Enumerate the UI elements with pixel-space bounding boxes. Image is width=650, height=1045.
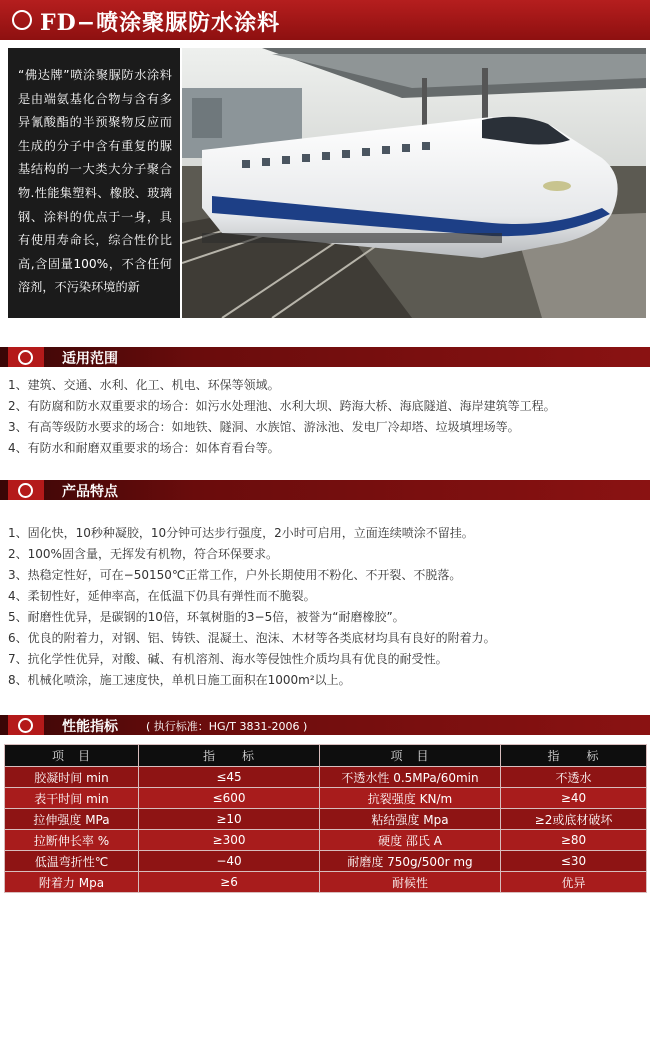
list-item: 1、固化快，10秒种凝胶，10分钟可达步行强度，2小时可启用，立面连续喷涂不留挂。: [8, 526, 474, 540]
column-header: 指 标: [139, 745, 320, 767]
column-header: 项 目: [320, 745, 501, 767]
circle-icon: [18, 718, 33, 733]
section-tab: [8, 715, 44, 735]
section-tab: [8, 480, 44, 500]
table-row: [5, 851, 647, 872]
performance-table: [4, 744, 647, 893]
section-tab: [8, 347, 44, 367]
section-title: 适用范围: [62, 351, 118, 367]
table-cell: ≥300: [139, 830, 320, 851]
table-cell: ≤45: [139, 767, 320, 788]
table-cell: 胶凝时间 min: [5, 767, 139, 788]
section-bar-features: [0, 480, 650, 500]
table-cell: −40: [139, 851, 320, 872]
table-cell: 拉断伸长率 %: [5, 830, 139, 851]
table-cell: 硬度 邵氏 A: [320, 830, 501, 851]
list-item: 7、抗化学性优异，对酸、碱、有机溶剂、海水等侵蚀性介质均具有优良的耐受性。: [8, 652, 448, 666]
table-cell: ≥10: [139, 809, 320, 830]
table-row: [5, 767, 647, 788]
circle-icon: [18, 350, 33, 365]
section-title: 性能指标: [62, 719, 118, 735]
table-cell: ≥2或底材破坏: [501, 809, 647, 830]
table-cell: 耐磨度 750g/500r mg: [320, 851, 501, 872]
title-bar: [0, 0, 650, 40]
table-cell: ≥40: [501, 788, 647, 809]
table-cell: 附着力 Mpa: [5, 872, 139, 893]
section-bar-scope: [0, 347, 650, 367]
table-cell: 不透水性 0.5MPa/60min: [320, 767, 501, 788]
list-item: 5、耐磨性优异，是碳钢的10倍，环氧树脂的3−5倍，被誉为“耐磨橡胶”。: [8, 610, 405, 624]
list-item: 3、热稳定性好，可在−50150℃正常工作，户外长期使用不粉化、不开裂、不脱落。: [8, 568, 462, 582]
table-cell: 不透水: [501, 767, 647, 788]
list-item: 8、机械化喷涂，施工速度快，单机日施工面积在1000m²以上。: [8, 673, 351, 687]
page-title: FD−喷涂聚脲防水涂料: [40, 10, 281, 36]
list-item: 2、100%固含量，无挥发有机物，符合环保要求。: [8, 547, 278, 561]
features-list: [8, 523, 496, 691]
table-cell: 低温弯折性℃: [5, 851, 139, 872]
column-header: 项 目: [5, 745, 139, 767]
section-bar-performance: [0, 715, 650, 735]
table-cell: 表干时间 min: [5, 788, 139, 809]
table-cell: ≤30: [501, 851, 647, 872]
table-row: [5, 809, 647, 830]
table-cell: ≤600: [139, 788, 320, 809]
table-cell: 拉伸强度 MPa: [5, 809, 139, 830]
table-cell: 抗裂强度 KN/m: [320, 788, 501, 809]
list-item: 4、有防水和耐磨双重要求的场合：如体育看台等。: [8, 441, 280, 455]
table-cell: 优异: [501, 872, 647, 893]
table-header-row: [5, 745, 647, 767]
list-item: 4、柔韧性好，延伸率高，在低温下仍具有弹性而不脆裂。: [8, 589, 316, 603]
table-cell: ≥80: [501, 830, 647, 851]
list-item: 3、有高等级防水要求的场合：如地铁、隧洞、水族馆、游泳池、发电厂冷却塔、垃圾填埋场等。: [8, 420, 520, 434]
circle-icon: [12, 10, 32, 30]
table-cell: 耐候性: [320, 872, 501, 893]
circle-icon: [18, 483, 33, 498]
table-cell: ≥6: [139, 872, 320, 893]
list-item: 2、有防腐和防水双重要求的场合：如污水处理池、水利大坝、跨海大桥、海底隧道、海岸建筑等工程。: [8, 399, 556, 413]
section-title: 产品特点: [62, 484, 118, 500]
column-header: 指 标: [501, 745, 647, 767]
table-cell: 粘结强度 Mpa: [320, 809, 501, 830]
list-item: 6、优良的附着力，对钢、铝、铸铁、混凝土、泡沫、木材等各类底材均具有良好的附着力。: [8, 631, 496, 645]
table-row: [5, 872, 647, 893]
list-item: 1、建筑、交通、水利、化工、机电、环保等领域。: [8, 378, 280, 392]
table-row: [5, 830, 647, 851]
standard-note: ( 执行标准：HG/T 3831-2006 ): [146, 720, 308, 733]
bullet-train-photo: [182, 48, 646, 318]
scope-list: [8, 375, 556, 459]
intro-description: “佛达牌”喷涂聚脲防水涂料是由端氨基化合物与含有多异氰酸酯的半预聚物反应而生成的分子中含有重复的脲基结构的一大类大分子聚合物.性能集塑料、橡胶、玻璃钢、涂料的优点于一身，具有使用寿命长，综合性价比高,含固量100%，不含任何溶剂，不污染环境的新: [8, 48, 180, 318]
table-row: [5, 788, 647, 809]
